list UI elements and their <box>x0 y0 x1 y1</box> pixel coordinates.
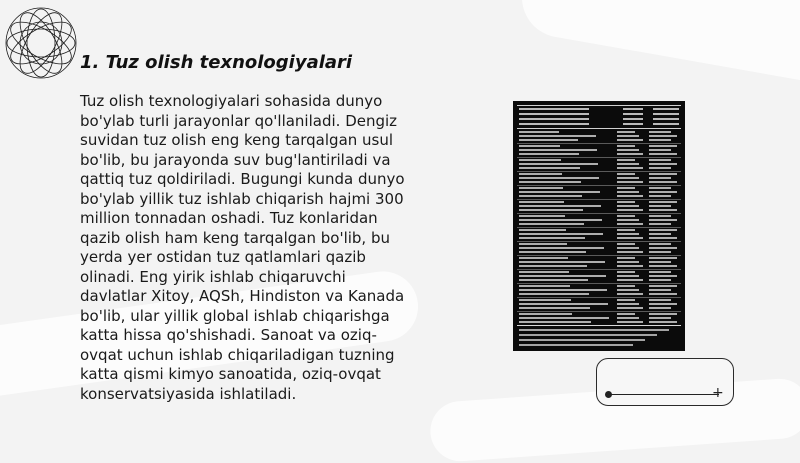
label-texture <box>649 181 677 183</box>
label-texture <box>617 261 639 263</box>
label-texture <box>649 153 677 155</box>
label-texture <box>649 187 671 189</box>
label-texture <box>519 195 582 197</box>
label-texture <box>617 303 639 305</box>
label-texture <box>517 171 681 172</box>
label-texture <box>519 251 586 253</box>
label-texture <box>617 215 635 217</box>
label-texture <box>649 219 677 221</box>
label-texture <box>519 275 606 277</box>
label-texture <box>649 167 671 169</box>
label-texture <box>649 139 671 141</box>
label-texture <box>649 173 677 175</box>
label-texture <box>519 303 608 305</box>
label-texture <box>649 293 677 295</box>
label-texture <box>517 157 681 158</box>
label-texture <box>519 299 571 301</box>
label-texture <box>519 167 580 169</box>
label-texture <box>519 118 589 120</box>
label-texture <box>519 149 597 151</box>
label-texture <box>517 241 681 242</box>
label-texture <box>649 317 671 319</box>
label-texture <box>617 265 643 267</box>
label-texture <box>519 145 560 147</box>
label-texture <box>519 135 596 137</box>
label-texture <box>617 223 643 225</box>
label-texture <box>519 123 589 125</box>
label-texture <box>519 215 565 217</box>
label-texture <box>623 108 643 110</box>
label-texture <box>519 339 645 341</box>
label-texture <box>617 321 643 323</box>
label-texture <box>649 307 671 309</box>
slide-paragraph: Tuz olish texnologiyalari sohasida dunyo bo'ylab turli jarayonlar qo'llaniladi. Dengiz suvidan tuz olish eng keng tarqalgan usul bo'lib, bu jarayonda suv bug'lantiriladi va qattiq tuz qoldiriladi. Bugungi kunda dunyo bo'ylab yillik tuz ishlab chiqarish hajmi 300 million tonnadan oshadi. Tuz konlaridan qazib olish ham keng tarqalgan bo'lib, bu yerda yer ostidan tuz qatlamlari qazib olinadi. Eng yirik ishlab chiqaruvchi davlatlar Xitoy, AQSh, Hindiston va Kanada bo'lib, ular yillik global ishlab chiqarishga katta hissa qo'shishadi. Sanoat va oziq-ovqat uchun ishlab chiqariladigan tuzning katta qismi kimyo sanoatida, oziq-ovqat konservatsiyasida ishlatiladi. <box>80 92 405 403</box>
label-texture <box>649 299 671 301</box>
label-texture <box>519 108 589 110</box>
label-texture <box>649 233 671 235</box>
label-texture <box>653 123 679 125</box>
label-texture <box>617 209 643 211</box>
media-timeline[interactable] <box>609 394 719 395</box>
label-texture <box>617 167 643 169</box>
label-texture <box>617 243 635 245</box>
label-texture <box>617 299 635 301</box>
label-texture <box>649 237 677 239</box>
label-texture <box>519 173 562 175</box>
label-texture <box>653 108 679 110</box>
label-texture <box>649 257 677 259</box>
label-texture <box>617 237 643 239</box>
slide-title: 1. Tuz olish texnologiyalari <box>80 52 353 73</box>
label-texture <box>617 285 635 287</box>
label-texture <box>519 265 587 267</box>
label-texture <box>649 313 677 315</box>
label-texture <box>517 325 681 326</box>
label-texture <box>649 177 671 179</box>
label-texture <box>519 271 569 273</box>
label-texture <box>617 173 635 175</box>
label-texture <box>519 261 605 263</box>
label-texture <box>617 205 639 207</box>
label-texture <box>617 293 643 295</box>
label-texture <box>519 219 602 221</box>
label-texture <box>649 321 677 323</box>
plus-icon[interactable]: + <box>712 385 724 401</box>
label-texture <box>649 209 677 211</box>
label-texture <box>617 187 635 189</box>
label-texture <box>649 145 677 147</box>
label-texture <box>519 223 584 225</box>
label-texture <box>649 289 671 291</box>
label-texture <box>519 334 657 336</box>
label-texture <box>617 229 635 231</box>
label-texture <box>649 243 671 245</box>
label-texture <box>649 159 671 161</box>
label-texture <box>649 261 671 263</box>
label-texture <box>519 257 568 259</box>
circular-rosette-icon <box>2 4 80 82</box>
label-texture <box>519 163 598 165</box>
label-texture <box>649 223 671 225</box>
label-texture <box>519 293 589 295</box>
label-texture <box>617 201 635 203</box>
label-texture <box>519 279 588 281</box>
label-texture <box>519 289 607 291</box>
label-texture <box>649 191 677 193</box>
label-texture <box>517 227 681 228</box>
label-texture <box>517 297 681 298</box>
nutrition-label-image <box>513 101 685 351</box>
label-texture <box>623 118 643 120</box>
label-texture <box>517 185 681 186</box>
label-texture <box>649 201 677 203</box>
label-texture <box>517 283 681 284</box>
label-texture <box>519 201 564 203</box>
label-texture <box>519 329 669 331</box>
label-texture <box>517 199 681 200</box>
label-texture <box>649 279 671 281</box>
label-texture <box>617 247 639 249</box>
label-texture <box>617 139 643 141</box>
label-texture <box>649 229 677 231</box>
label-texture <box>617 163 639 165</box>
media-control-widget[interactable] <box>596 358 734 406</box>
label-texture <box>617 289 639 291</box>
label-texture <box>519 321 591 323</box>
label-texture <box>617 195 643 197</box>
label-texture <box>517 105 681 106</box>
label-texture <box>517 128 681 129</box>
label-texture <box>519 243 567 245</box>
label-texture <box>519 344 633 346</box>
label-texture <box>649 275 677 277</box>
label-texture <box>617 279 643 281</box>
label-texture <box>649 149 671 151</box>
label-texture <box>617 131 635 133</box>
label-texture <box>617 251 643 253</box>
label-texture <box>617 271 635 273</box>
label-texture <box>519 177 599 179</box>
label-texture <box>649 205 671 207</box>
label-texture <box>517 213 681 214</box>
label-texture <box>649 163 677 165</box>
label-texture <box>519 205 601 207</box>
label-texture <box>649 131 671 133</box>
label-texture <box>649 285 677 287</box>
label-texture <box>653 118 679 120</box>
label-texture <box>617 233 639 235</box>
label-texture <box>519 153 579 155</box>
label-texture <box>617 153 643 155</box>
label-texture <box>617 181 643 183</box>
label-texture <box>649 195 671 197</box>
label-texture <box>649 215 671 217</box>
label-texture <box>617 135 639 137</box>
label-texture <box>519 229 566 231</box>
label-texture <box>519 285 570 287</box>
label-texture <box>617 257 635 259</box>
label-texture <box>617 145 635 147</box>
label-texture <box>517 143 681 144</box>
background-stroke <box>516 0 800 89</box>
label-texture <box>519 131 559 133</box>
label-texture <box>617 275 639 277</box>
label-texture <box>653 113 679 115</box>
label-texture <box>617 307 643 309</box>
label-texture <box>649 265 677 267</box>
label-texture <box>519 247 604 249</box>
label-texture <box>519 237 585 239</box>
label-texture <box>649 135 677 137</box>
label-texture <box>519 209 583 211</box>
label-texture <box>519 191 600 193</box>
label-texture <box>617 313 635 315</box>
label-texture <box>617 317 639 319</box>
label-texture <box>623 113 643 115</box>
label-texture <box>617 149 639 151</box>
label-texture <box>617 177 639 179</box>
label-texture <box>623 123 643 125</box>
label-texture <box>519 139 578 141</box>
label-texture <box>617 219 639 221</box>
label-texture <box>649 303 677 305</box>
label-texture <box>519 317 609 319</box>
label-texture <box>519 159 561 161</box>
label-texture <box>649 247 677 249</box>
label-texture <box>519 181 581 183</box>
label-texture <box>519 187 563 189</box>
label-texture <box>519 113 589 115</box>
label-texture <box>519 233 603 235</box>
label-texture <box>617 191 639 193</box>
label-texture <box>617 159 635 161</box>
label-texture <box>517 311 681 312</box>
label-texture <box>519 307 590 309</box>
label-texture <box>517 269 681 270</box>
label-texture <box>649 271 671 273</box>
label-texture <box>517 255 681 256</box>
label-texture <box>519 313 572 315</box>
label-texture <box>649 251 671 253</box>
